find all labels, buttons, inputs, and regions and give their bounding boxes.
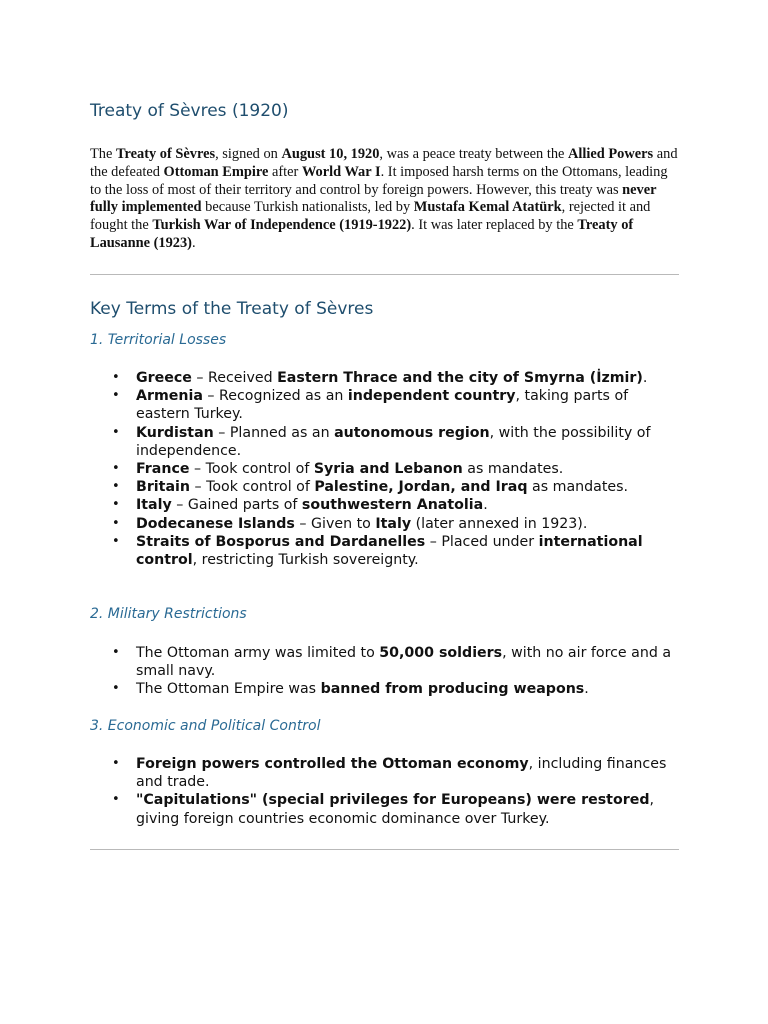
text-run: , with no air force and a small navy. [136,645,672,680]
bold-text: Turkish War of Independence (1919-1922) [152,217,412,234]
bold-text: never fully implemented [90,181,657,216]
text-run: , rejected it and fought the [90,199,651,234]
bold-text: Allied Powers [568,146,654,162]
text-run: , was a peace treaty between the [379,146,568,162]
text-run: The [90,146,116,162]
text-run: – Placed under [425,533,539,550]
text-run: . [584,681,589,698]
text-run: , including finances and trade. [136,756,667,791]
text-run: – Took control of [189,461,314,478]
text-run: – Took control of [190,479,315,496]
list-item [136,644,680,680]
bold-text: Ottoman Empire [163,163,269,180]
bold-text: Kurdistan [136,424,214,441]
text-run: – Gained parts of [171,497,302,514]
list-item [136,460,680,478]
text-run: The Ottoman army was limited to [136,645,380,661]
text-run: . [191,234,196,251]
list-item [136,387,680,423]
text-run: as mandates. [462,461,564,478]
bold-text: Treaty of Sèvres [115,146,216,162]
text-run: – Recognized as an [202,388,348,405]
bold-text: Britain [136,479,190,496]
bold-text: banned from producing weapons [320,681,585,698]
military-restrictions-list [90,644,680,699]
bold-text: international control [136,533,643,569]
territorial-losses-list [90,369,680,569]
text-run: The Ottoman Empire was [136,681,321,698]
bold-text: independent country [347,388,516,405]
bold-text: Armenia [136,388,203,405]
text-run: , taking parts of eastern Turkey. [136,388,629,423]
bold-text: Greece [136,370,192,386]
text-run: after [268,163,302,180]
text-run: , restricting Turkish sovereignty. [192,552,419,569]
bold-text: southwestern Anatolia [301,497,484,514]
text-run: , giving foreign countries economic dominance over Turkey. [136,792,654,827]
text-run: . It was later replaced by the [411,217,578,234]
page-title: Treaty of Sèvres (1920) [90,101,289,121]
text-run: . [642,370,648,386]
intro-paragraph [90,146,680,253]
subsection-heading-economic: 3. Economic and Political Control [90,718,321,734]
list-item [136,755,680,791]
bold-text: Straits of Bosporus and Dardanelles [136,533,426,550]
bold-text: Mustafa Kemal Atatürk [413,199,562,216]
bold-text: Treaty of Lausanne (1923) [90,217,634,251]
economic-control-list [90,755,680,828]
bold-text: Palestine, Jordan, and Iraq [314,479,528,496]
divider-bottom [90,849,679,850]
list-item [136,533,680,569]
list-item [136,478,680,496]
bold-text: World War I [301,163,381,180]
text-run: . [483,497,488,514]
list-item [136,791,680,827]
text-run: because Turkish nationalists, led by [201,199,414,216]
subsection-heading-territorial: 1. Territorial Losses [90,332,227,348]
divider-top [90,274,679,275]
list-item [136,424,680,460]
text-run: , with the possibility of independence. [136,424,651,459]
text-run: – Received [191,370,278,386]
bold-text: Italy [375,515,412,532]
bold-text: 50,000 soldiers [379,645,503,661]
list-item [136,680,680,698]
bold-text: "Capitulations" (special privileges for Europeans) were restored [136,792,650,809]
text-run: and the defeated [90,146,678,180]
bold-text: August 10, 1920 [281,146,380,162]
text-run: , signed on [215,146,282,162]
text-run: (later annexed in 1923). [411,515,588,532]
subsection-heading-military: 2. Military Restrictions [90,606,247,622]
bold-text: France [136,461,190,478]
bold-text: Eastern Thrace and the city of Smyrna (İzmir) [277,370,643,386]
bold-text: Dodecanese Islands [136,515,295,532]
bold-text: Foreign powers controlled the Ottoman economy [136,756,529,772]
text-run: – Given to [294,515,376,532]
bold-text: Italy [136,497,172,514]
list-item [136,496,680,514]
text-run: . It imposed harsh terms on the Ottomans, leading to the loss of most of their territory and control by foreign powers. However, this treaty was [90,163,668,198]
text-run: – Planned as an [213,424,335,441]
text-run: as mandates. [527,479,629,496]
list-item [136,369,680,387]
section-title: Key Terms of the Treaty of Sèvres [90,299,374,319]
list-item [136,515,680,533]
bold-text: autonomous region [334,424,490,441]
bold-text: Syria and Lebanon [313,461,463,478]
